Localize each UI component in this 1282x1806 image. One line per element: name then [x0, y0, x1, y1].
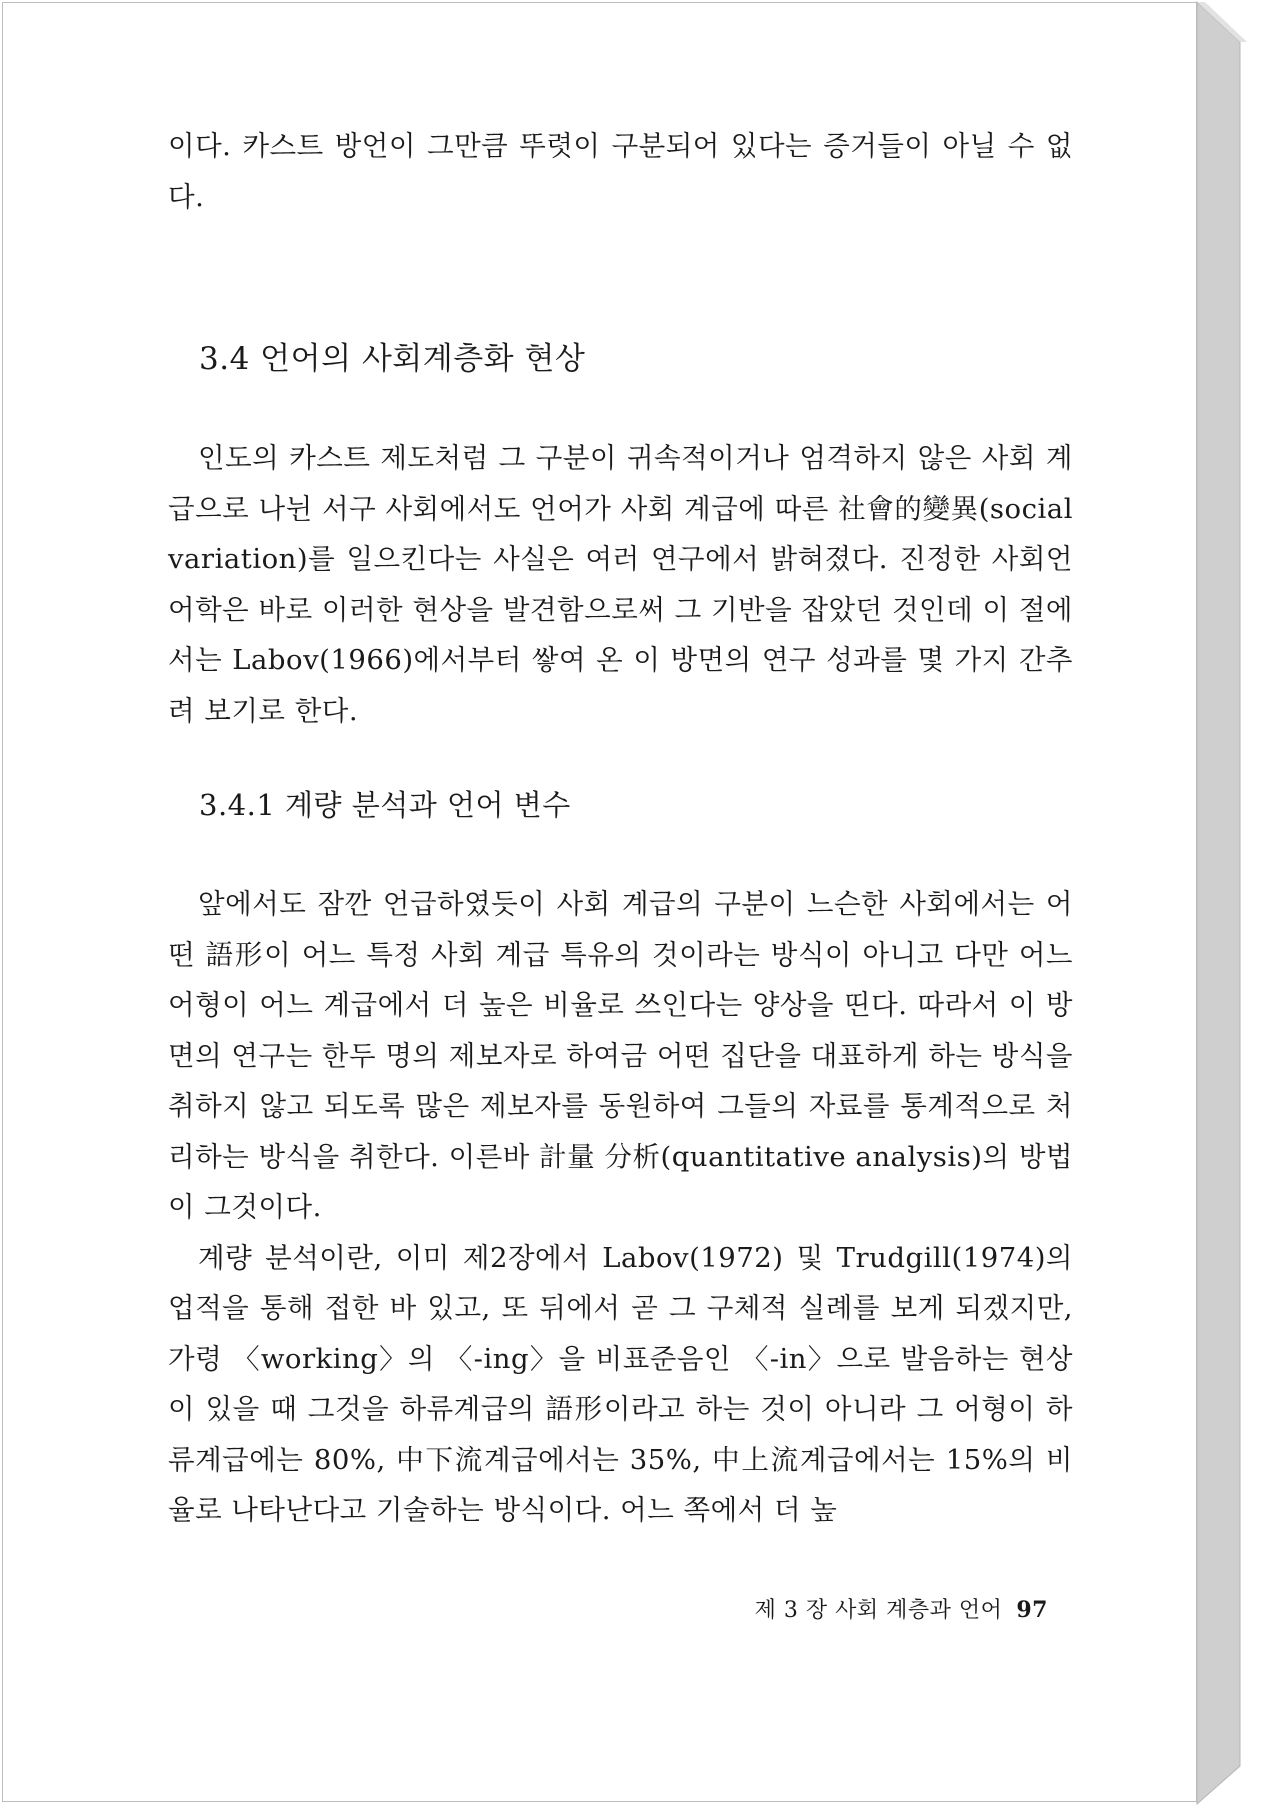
subsection-title: 계량 분석과 언어 변수 [285, 788, 571, 822]
subsection-paragraph-2: 계량 분석이란, 이미 제2장에서 Labov(1972) 및 Trudgill(1974)의 업적을 통해 접한 바 있고, 또 뒤에서 곧 그 구체적 실례를 보게 되겠지만, 가령 〈working〉의 〈-ing〉을 비표준음인 〈-in〉으로 발음하는 현상이 있을 때 그것을 하류계급의 語形이라고 하는 것이 아니라 그 어형이 하류계급에는 80%, 中下流계급에서는 35%, 中上流계급에서는 15%의 비율로 나타난다고 기술하는 방식이다. 어느 쪽에서 더 높 [168, 1241, 1073, 1526]
section-title: 언어의 사회계층화 현상 [260, 341, 586, 377]
page-content [168, 121, 1073, 222]
page-number: 97 [1016, 1597, 1048, 1623]
opening-paragraph: 이다. 카스트 방언이 그만큼 뚜렷이 구분되어 있다는 증거들이 아닐 수 없다. [168, 130, 1073, 213]
subsection-number: 3.4.1 [199, 788, 276, 822]
running-footer-chapter: 제 3 장 사회 계층과 언어 [754, 1598, 1003, 1623]
book-page [2, 2, 1197, 1802]
section-body [168, 433, 1073, 736]
subsection-paragraph-1: 앞에서도 잠깐 언급하였듯이 사회 계급의 구분이 느슨한 사회에서는 어떤 語形이 어느 특정 사회 계급 특유의 것이라는 방식이 아니고 다만 어느 어형이 어느 계급에서 더 높은 비율로 쓰인다는 양상을 띤다. 따라서 이 방면의 연구는 한두 명의 제보자로 하여금 어떤 집단을 대표하게 하는 방식을 취하지 않고 되도록 많은 제보자를 동원하여 그들의 자료를 통계적으로 처리하는 방식을 취한다. 이른바 計量 分析(quantitative analysis)의 방법이 그것이다. [168, 888, 1073, 1223]
subsection-heading [199, 783, 571, 824]
subsection-body [168, 879, 1073, 1536]
page-footer [703, 1593, 1048, 1624]
section-number: 3.4 [199, 341, 250, 377]
section-heading [199, 333, 585, 378]
section-paragraph: 인도의 카스트 제도처럼 그 구분이 귀속적이거나 엄격하지 않은 사회 계급으로 나뉜 서구 사회에서도 언어가 사회 계급에 따른 社會的變異(social variation)를 일으킨다는 사실은 여러 연구에서 밝혀졌다. 진정한 사회언어학은 바로 이러한 현상을 발견함으로써 그 기반을 잡았던 것인데 이 절에서는 Labov(1966)에서부터 쌓여 온 이 방면의 연구 성과를 몇 가지 간추려 보기로 한다. [168, 442, 1073, 727]
